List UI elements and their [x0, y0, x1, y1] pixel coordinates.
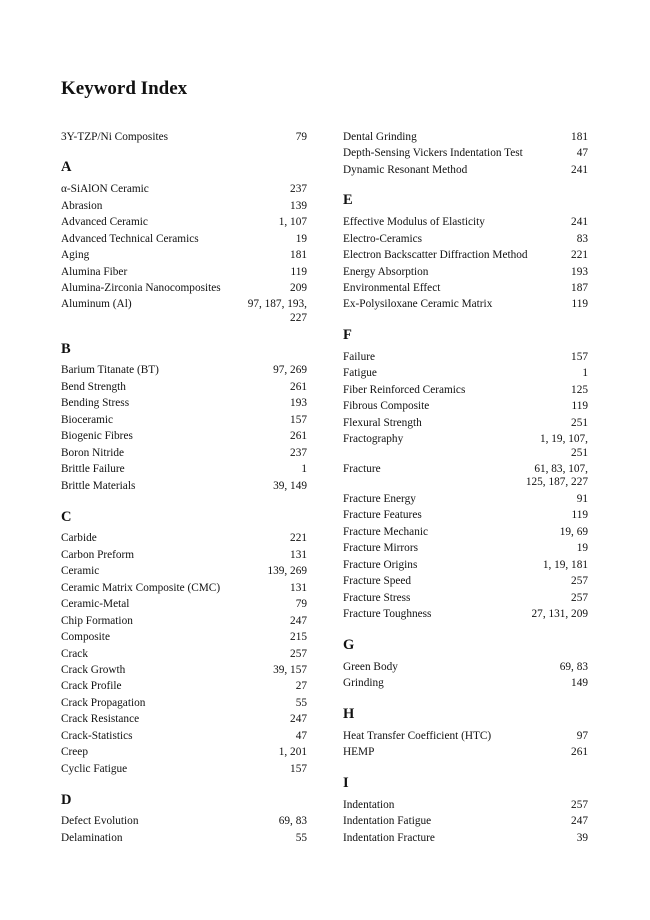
entry-term: Environmental Effect: [343, 281, 441, 294]
index-entry: [343, 508, 588, 524]
entry-term: Fractography: [343, 433, 404, 446]
index-entry: [343, 557, 588, 573]
index-entry: [61, 379, 307, 395]
index-entry: [343, 382, 588, 398]
index-entry: [61, 761, 307, 777]
entry-pages: 79: [295, 598, 307, 611]
entry-term: Bioceramic: [61, 413, 114, 426]
index-entry: [343, 297, 588, 313]
index-entry: [61, 679, 307, 695]
section-letter: A: [61, 159, 72, 176]
index-entry: [61, 247, 307, 263]
index-entry: [343, 676, 588, 692]
entry-pages: 97: [576, 729, 588, 742]
entry-term: Fracture Mirrors: [343, 542, 418, 555]
index-entry: [61, 646, 307, 662]
entry-term: Aluminum (Al): [61, 298, 132, 311]
index-column-right: [343, 129, 588, 847]
entry-pages: 131: [290, 581, 307, 594]
entry-term: Depth-Sensing Vickers Indentation Test: [343, 147, 523, 160]
entry-term: Failure: [343, 350, 375, 363]
entry-term: Aging: [61, 249, 90, 262]
section-letter: G: [343, 637, 355, 654]
entry-term: Dental Grinding: [343, 130, 417, 143]
entry-term: Creep: [61, 746, 88, 759]
entry-term: Energy Absorption: [343, 265, 429, 278]
index-entry: [61, 198, 307, 214]
entry-pages: 157: [571, 350, 588, 363]
entry-term: Cyclic Fatigue: [61, 762, 128, 775]
entry-term: Brittle Materials: [61, 479, 136, 492]
index-entry: [343, 432, 588, 462]
entry-pages: 97, 187, 193, 227: [247, 298, 307, 324]
entry-pages: 39, 157: [273, 664, 307, 676]
section-letter: E: [343, 192, 353, 209]
entry-pages: 139: [290, 199, 307, 212]
entry-pages: 209: [290, 281, 307, 294]
entry-pages: 27, 131, 209: [531, 608, 588, 621]
index-entry: [61, 214, 307, 230]
index-entry: [343, 214, 588, 230]
index-entry: [61, 547, 307, 563]
index-entry: [343, 462, 588, 492]
entry-term: Green Body: [343, 660, 398, 673]
entry-term: Fracture: [343, 463, 381, 476]
index-entry: [61, 712, 307, 728]
entry-term: Abrasion: [61, 199, 103, 212]
entry-term: Advanced Ceramic: [61, 216, 148, 229]
entry-pages: 1, 107: [278, 216, 307, 229]
entry-pages: 251: [571, 416, 588, 429]
entry-pages: 131: [290, 548, 307, 561]
index-entry: [343, 264, 588, 280]
entry-term: Crack-Statistics: [61, 729, 133, 742]
index-entry: [343, 145, 588, 161]
section-letter: I: [343, 775, 349, 792]
index-entry: [343, 231, 588, 247]
index-section: [61, 340, 307, 495]
entry-pages: 257: [571, 798, 588, 811]
entry-term: Fracture Speed: [343, 575, 412, 588]
entry-term: Advanced Technical Ceramics: [61, 232, 199, 245]
index-entry: [61, 396, 307, 412]
section-letter: F: [343, 327, 352, 344]
entry-pages: 119: [571, 509, 588, 522]
entry-pages: 247: [290, 614, 307, 627]
entry-pages: 61, 83, 107, 125, 187, 227: [525, 463, 588, 489]
entry-term: Barium Titanate (BT): [61, 364, 159, 377]
entry-term: Chip Formation: [61, 614, 133, 627]
entry-term: Crack Growth: [61, 664, 126, 676]
entry-pages: 1: [582, 367, 588, 380]
index-section: [61, 129, 307, 145]
entry-term: Delamination: [61, 831, 123, 844]
index-entry: [61, 596, 307, 612]
entry-term: Fracture Features: [343, 509, 422, 522]
index-entry: [343, 541, 588, 557]
index-section: [61, 508, 307, 778]
entry-term: Fibrous Composite: [343, 400, 430, 413]
entry-term: Fiber Reinforced Ceramics: [343, 383, 466, 396]
entry-pages: 83: [576, 232, 588, 245]
section-letter: H: [343, 706, 355, 723]
entry-term: Bend Strength: [61, 380, 126, 393]
entry-pages: 119: [571, 400, 588, 413]
index-entry: [343, 366, 588, 382]
entry-pages: 119: [571, 298, 588, 311]
index-entry: [61, 280, 307, 296]
index-entry: [61, 728, 307, 744]
index-entry: [343, 247, 588, 263]
index-entry: [61, 445, 307, 461]
index-entry: [61, 297, 307, 327]
entry-term: Crack Propagation: [61, 696, 146, 709]
index-entry: [343, 797, 588, 813]
entry-pages: 247: [290, 713, 307, 726]
entry-pages: 149: [571, 677, 588, 690]
entry-pages: 193: [290, 397, 307, 410]
index-entry: [343, 814, 588, 830]
index-entry: [343, 574, 588, 590]
entry-term: Electron Backscatter Diffraction Method: [343, 249, 528, 262]
entry-term: Defect Evolution: [61, 815, 139, 828]
entry-pages: 97, 269: [273, 364, 307, 377]
entry-pages: 69, 83: [278, 815, 307, 828]
section-letter: C: [61, 508, 72, 525]
index-entry: [61, 231, 307, 247]
index-entry: [61, 745, 307, 761]
index-entry: [343, 491, 588, 507]
index-entry: [343, 399, 588, 415]
entry-term: Dynamic Resonant Method: [343, 163, 468, 176]
entry-pages: 55: [295, 696, 307, 709]
entry-term: Ex-Polysiloxane Ceramic Matrix: [343, 298, 493, 311]
index-entry: [343, 728, 588, 744]
entry-term: Fracture Toughness: [343, 608, 432, 621]
entry-pages: 157: [290, 413, 307, 426]
entry-pages: 79: [295, 130, 307, 143]
entry-term: Grinding: [343, 677, 384, 690]
index-entry: [61, 662, 307, 678]
entry-pages: 181: [290, 249, 307, 262]
entry-pages: 19, 69: [559, 525, 588, 538]
entry-term: Crack Resistance: [61, 713, 140, 726]
entry-pages: 157: [290, 762, 307, 775]
entry-pages: 193: [571, 265, 588, 278]
index-entry: [61, 580, 307, 596]
index-entry: [61, 181, 307, 197]
entry-pages: 39: [576, 831, 588, 844]
index-section: [343, 705, 588, 761]
entry-pages: 247: [571, 815, 588, 828]
entry-term: Indentation Fatigue: [343, 815, 432, 828]
entry-pages: 261: [571, 746, 588, 759]
entry-pages: 221: [290, 532, 307, 545]
entry-pages: 1, 201: [278, 746, 307, 759]
index-entry: [61, 695, 307, 711]
entry-pages: 69, 83: [559, 660, 588, 673]
entry-pages: 1, 19, 107, 251: [539, 433, 588, 459]
index-entry: [343, 415, 588, 431]
index-column-left: [61, 129, 307, 847]
index-entry: [343, 162, 588, 178]
entry-pages: 257: [571, 591, 588, 604]
entry-term: Fracture Origins: [343, 558, 418, 571]
entry-pages: 237: [290, 446, 307, 459]
entry-term: α-SiAlON Ceramic: [61, 183, 149, 196]
entry-term: 3Y-TZP/Ni Composites: [61, 130, 169, 143]
entry-term: Biogenic Fibres: [61, 430, 133, 443]
index-entry: [61, 363, 307, 379]
index-entry: [61, 830, 307, 846]
entry-term: Ceramic-Metal: [61, 598, 130, 611]
entry-pages: 19: [576, 542, 588, 555]
entry-pages: 181: [571, 130, 588, 143]
index-entry: [343, 659, 588, 675]
entry-pages: 39, 149: [273, 479, 307, 492]
entry-pages: 241: [571, 216, 588, 229]
index-entry: [343, 607, 588, 623]
index-section: [343, 326, 588, 623]
index-entry: [61, 129, 307, 145]
entry-pages: 187: [571, 281, 588, 294]
entry-pages: 47: [295, 729, 307, 742]
index-entry: [343, 280, 588, 296]
entry-term: Composite: [61, 631, 110, 644]
index-entry: [61, 412, 307, 428]
entry-term: Electro-Ceramics: [343, 232, 423, 245]
entry-pages: 55: [295, 831, 307, 844]
entry-term: Fracture Energy: [343, 492, 416, 505]
index-entry: [61, 564, 307, 580]
entry-term: Boron Nitride: [61, 446, 125, 459]
entry-pages: 19: [295, 232, 307, 245]
entry-term: Fracture Mechanic: [343, 525, 428, 538]
entry-pages: 1: [301, 463, 307, 476]
index-section: [343, 774, 588, 846]
entry-term: Crack: [61, 647, 88, 660]
entry-pages: 91: [576, 492, 588, 505]
index-section: [343, 191, 588, 313]
entry-term: Carbon Preform: [61, 548, 135, 561]
entry-term: Indentation: [343, 798, 395, 811]
entry-pages: 125: [571, 383, 588, 396]
entry-term: Flexural Strength: [343, 416, 422, 429]
index-entry: [61, 613, 307, 629]
entry-term: Indentation Fracture: [343, 831, 435, 844]
entry-term: HEMP: [343, 746, 375, 759]
entry-term: Bending Stress: [61, 397, 130, 410]
entry-term: Ceramic: [61, 565, 100, 578]
entry-term: Heat Transfer Coefficient (HTC): [343, 729, 492, 742]
entry-pages: 261: [290, 380, 307, 393]
entry-pages: 27: [295, 680, 307, 693]
index-entry: [343, 524, 588, 540]
index-entry: [61, 478, 307, 494]
entry-pages: 1, 19, 181: [542, 558, 588, 571]
entry-term: Alumina-Zirconia Nanocomposites: [61, 281, 221, 294]
index-entry: [343, 745, 588, 761]
page-title: Keyword Index: [61, 78, 188, 99]
index-section: [343, 636, 588, 692]
index-entry: [343, 830, 588, 846]
entry-term: Effective Modulus of Elasticity: [343, 216, 485, 229]
entry-term: Fracture Stress: [343, 591, 411, 604]
index-section: [61, 158, 307, 326]
section-letter: B: [61, 340, 71, 357]
entry-pages: 119: [290, 265, 307, 278]
entry-term: Alumina Fiber: [61, 265, 128, 278]
index-entry: [61, 814, 307, 830]
index-entry: [343, 349, 588, 365]
entry-term: Carbide: [61, 532, 97, 545]
index-section: [343, 129, 588, 178]
index-entry: [61, 629, 307, 645]
entry-pages: 257: [290, 647, 307, 660]
entry-term: Crack Profile: [61, 680, 122, 693]
entry-pages: 221: [571, 249, 588, 262]
entry-pages: 237: [290, 183, 307, 196]
index-entry: [61, 429, 307, 445]
entry-term: Ceramic Matrix Composite (CMC): [61, 581, 221, 594]
index-entry: [343, 129, 588, 145]
index-entry: [343, 590, 588, 606]
index-entry: [61, 264, 307, 280]
entry-pages: 257: [571, 575, 588, 588]
entry-term: Brittle Failure: [61, 463, 125, 476]
entry-pages: 261: [290, 430, 307, 443]
index-entry: [61, 531, 307, 547]
index-section: [61, 791, 307, 847]
entry-pages: 139, 269: [267, 565, 307, 578]
entry-pages: 215: [290, 631, 307, 644]
entry-term: Fatigue: [343, 367, 377, 380]
entry-pages: 241: [571, 163, 588, 176]
index-entry: [61, 462, 307, 478]
entry-pages: 47: [576, 147, 588, 160]
section-letter: D: [61, 791, 72, 808]
